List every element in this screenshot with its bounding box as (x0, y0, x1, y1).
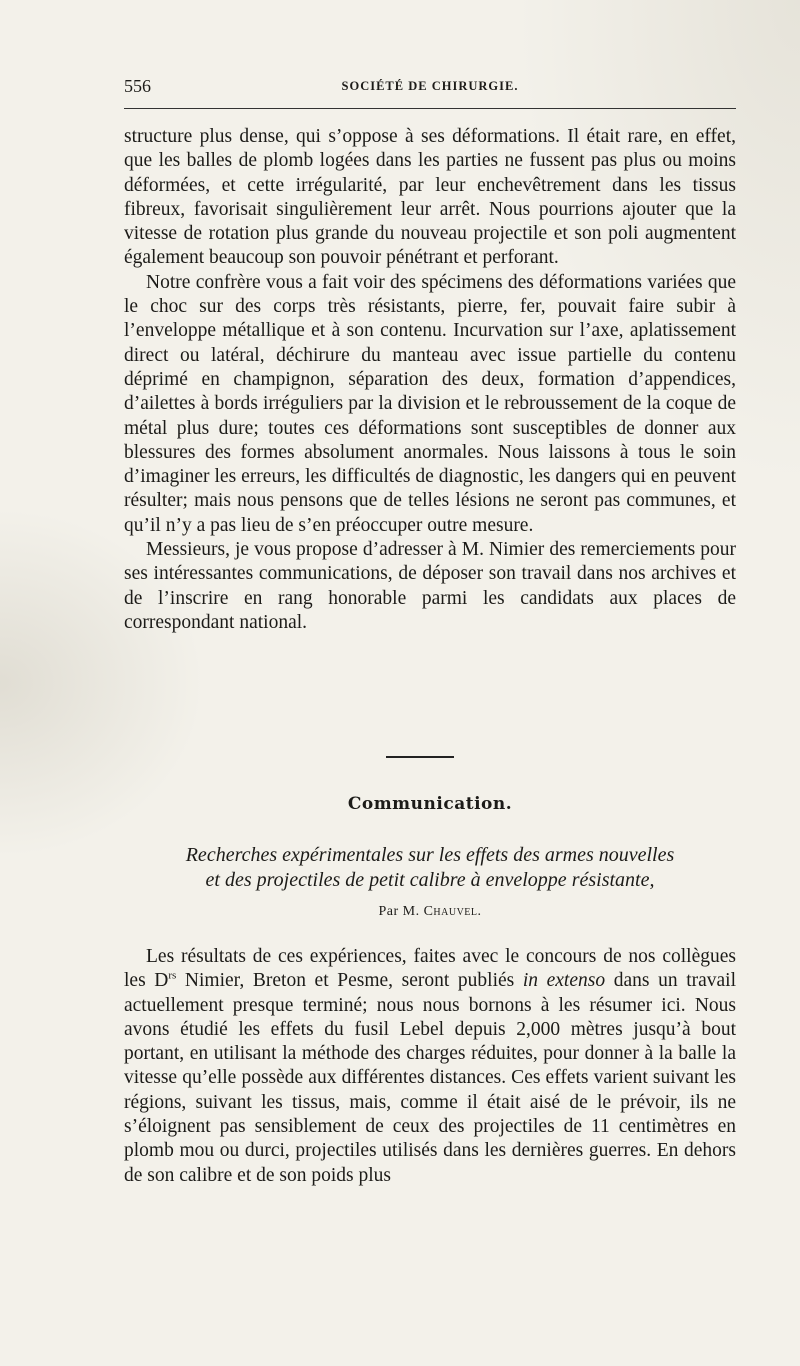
report-text (124, 125, 736, 635)
section-divider (386, 756, 454, 758)
paragraph: Messieurs, je vous propose d’adresser à M. Nimier des remerciements pour ses intéressantes communications, de déposer son travail dans nos archives et de l’inscrire en rang honorable parmi les candidats aux places de correspondant national. (124, 539, 736, 633)
byline-prefix: Par M. (378, 904, 420, 919)
paragraph: structure plus dense, qui s’oppose à ses déformations. Il était rare, en effet, que les balles de plomb logées dans les parties ne fussent pas plus ou moins déformées, et cette irrégularité, par leur enchevêtrement dans les tissus fibreux, favorisait singulièrement leur arrêt. Nous pourrions ajouter que la vitesse de rotation plus grande du nouveau projectile et son poli augmentent également beaucoup son pouvoir pénétrant et perforant. (124, 126, 736, 269)
byline-author: Chauvel. (423, 904, 482, 919)
article-title-line: et des projectiles de petit calibre à enveloppe résistante, (205, 869, 655, 891)
italic-phrase: in extenso (522, 970, 606, 992)
running-head: SOCIÉTÉ DE CHIRURGIE. (341, 79, 519, 93)
paragraph (124, 945, 736, 1188)
paragraph: Notre confrère vous a fait voir des spécimens des déformations variées que le choc sur des corps très résistants, pierre, fer, pouvait faire subir à l’enveloppe métallique et à son contenu. Incurvation sur l’axe, aplatissement direct ou latéral, déchirure du manteau avec issue partielle du contenu déprimé en champignon, séparation des deux, formation d’appendices, d’ailettes à bords irréguliers par la division et le rebroussement de la coque de métal plus dure; toutes ces déformations sont susceptibles de donner aux blessures des formes absolument anormales. Nous laissons à tous le soin d’imaginer les erreurs, les difficultés de diagnostic, les dangers qui en peuvent résulter; mais nous pensons que de telles lésions ne seront pas communes, et qu’il n’y a pas lieu de s’en préoccuper outre mesure. (124, 271, 736, 536)
text-run: Nimier, Breton et Pesme, seront publiés (176, 970, 523, 992)
article-title (124, 843, 736, 893)
communication-text (124, 945, 736, 1188)
byline (124, 904, 736, 920)
header-rule (124, 108, 736, 109)
text-run: Les résultats de ces expériences, faites avec le concours de nos collègues les D (124, 946, 736, 992)
section-heading: Communication. (347, 794, 513, 814)
page-number: 556 (124, 76, 151, 96)
page-header (124, 76, 736, 100)
article-title-line: Recherches expérimentales sur les effets des armes nouvelles (185, 844, 675, 866)
superscript: rs (168, 969, 177, 982)
text-run: dans un travail actuellement presque terminé; nous nous bornons à les résumer ici. Nous avons étudié les effets du fusil Lebel depuis 2,000 mètres jusqu’à bout portant, en utilisant la méthode des charges réduites, pour donner à la balle la vitesse qu’elle possède aux différentes distances. Ces effets varient suivant les régions, suivant les tissus, mais, comme il était aisé de le prévoir, ils ne s’éloignent pas sensiblement de ceux des projectiles de 11 centimètres en plomb mou ou durci, projectiles utilisés dans les dernières guerres. En dehors de son calibre et de son poids plus (124, 970, 736, 1186)
